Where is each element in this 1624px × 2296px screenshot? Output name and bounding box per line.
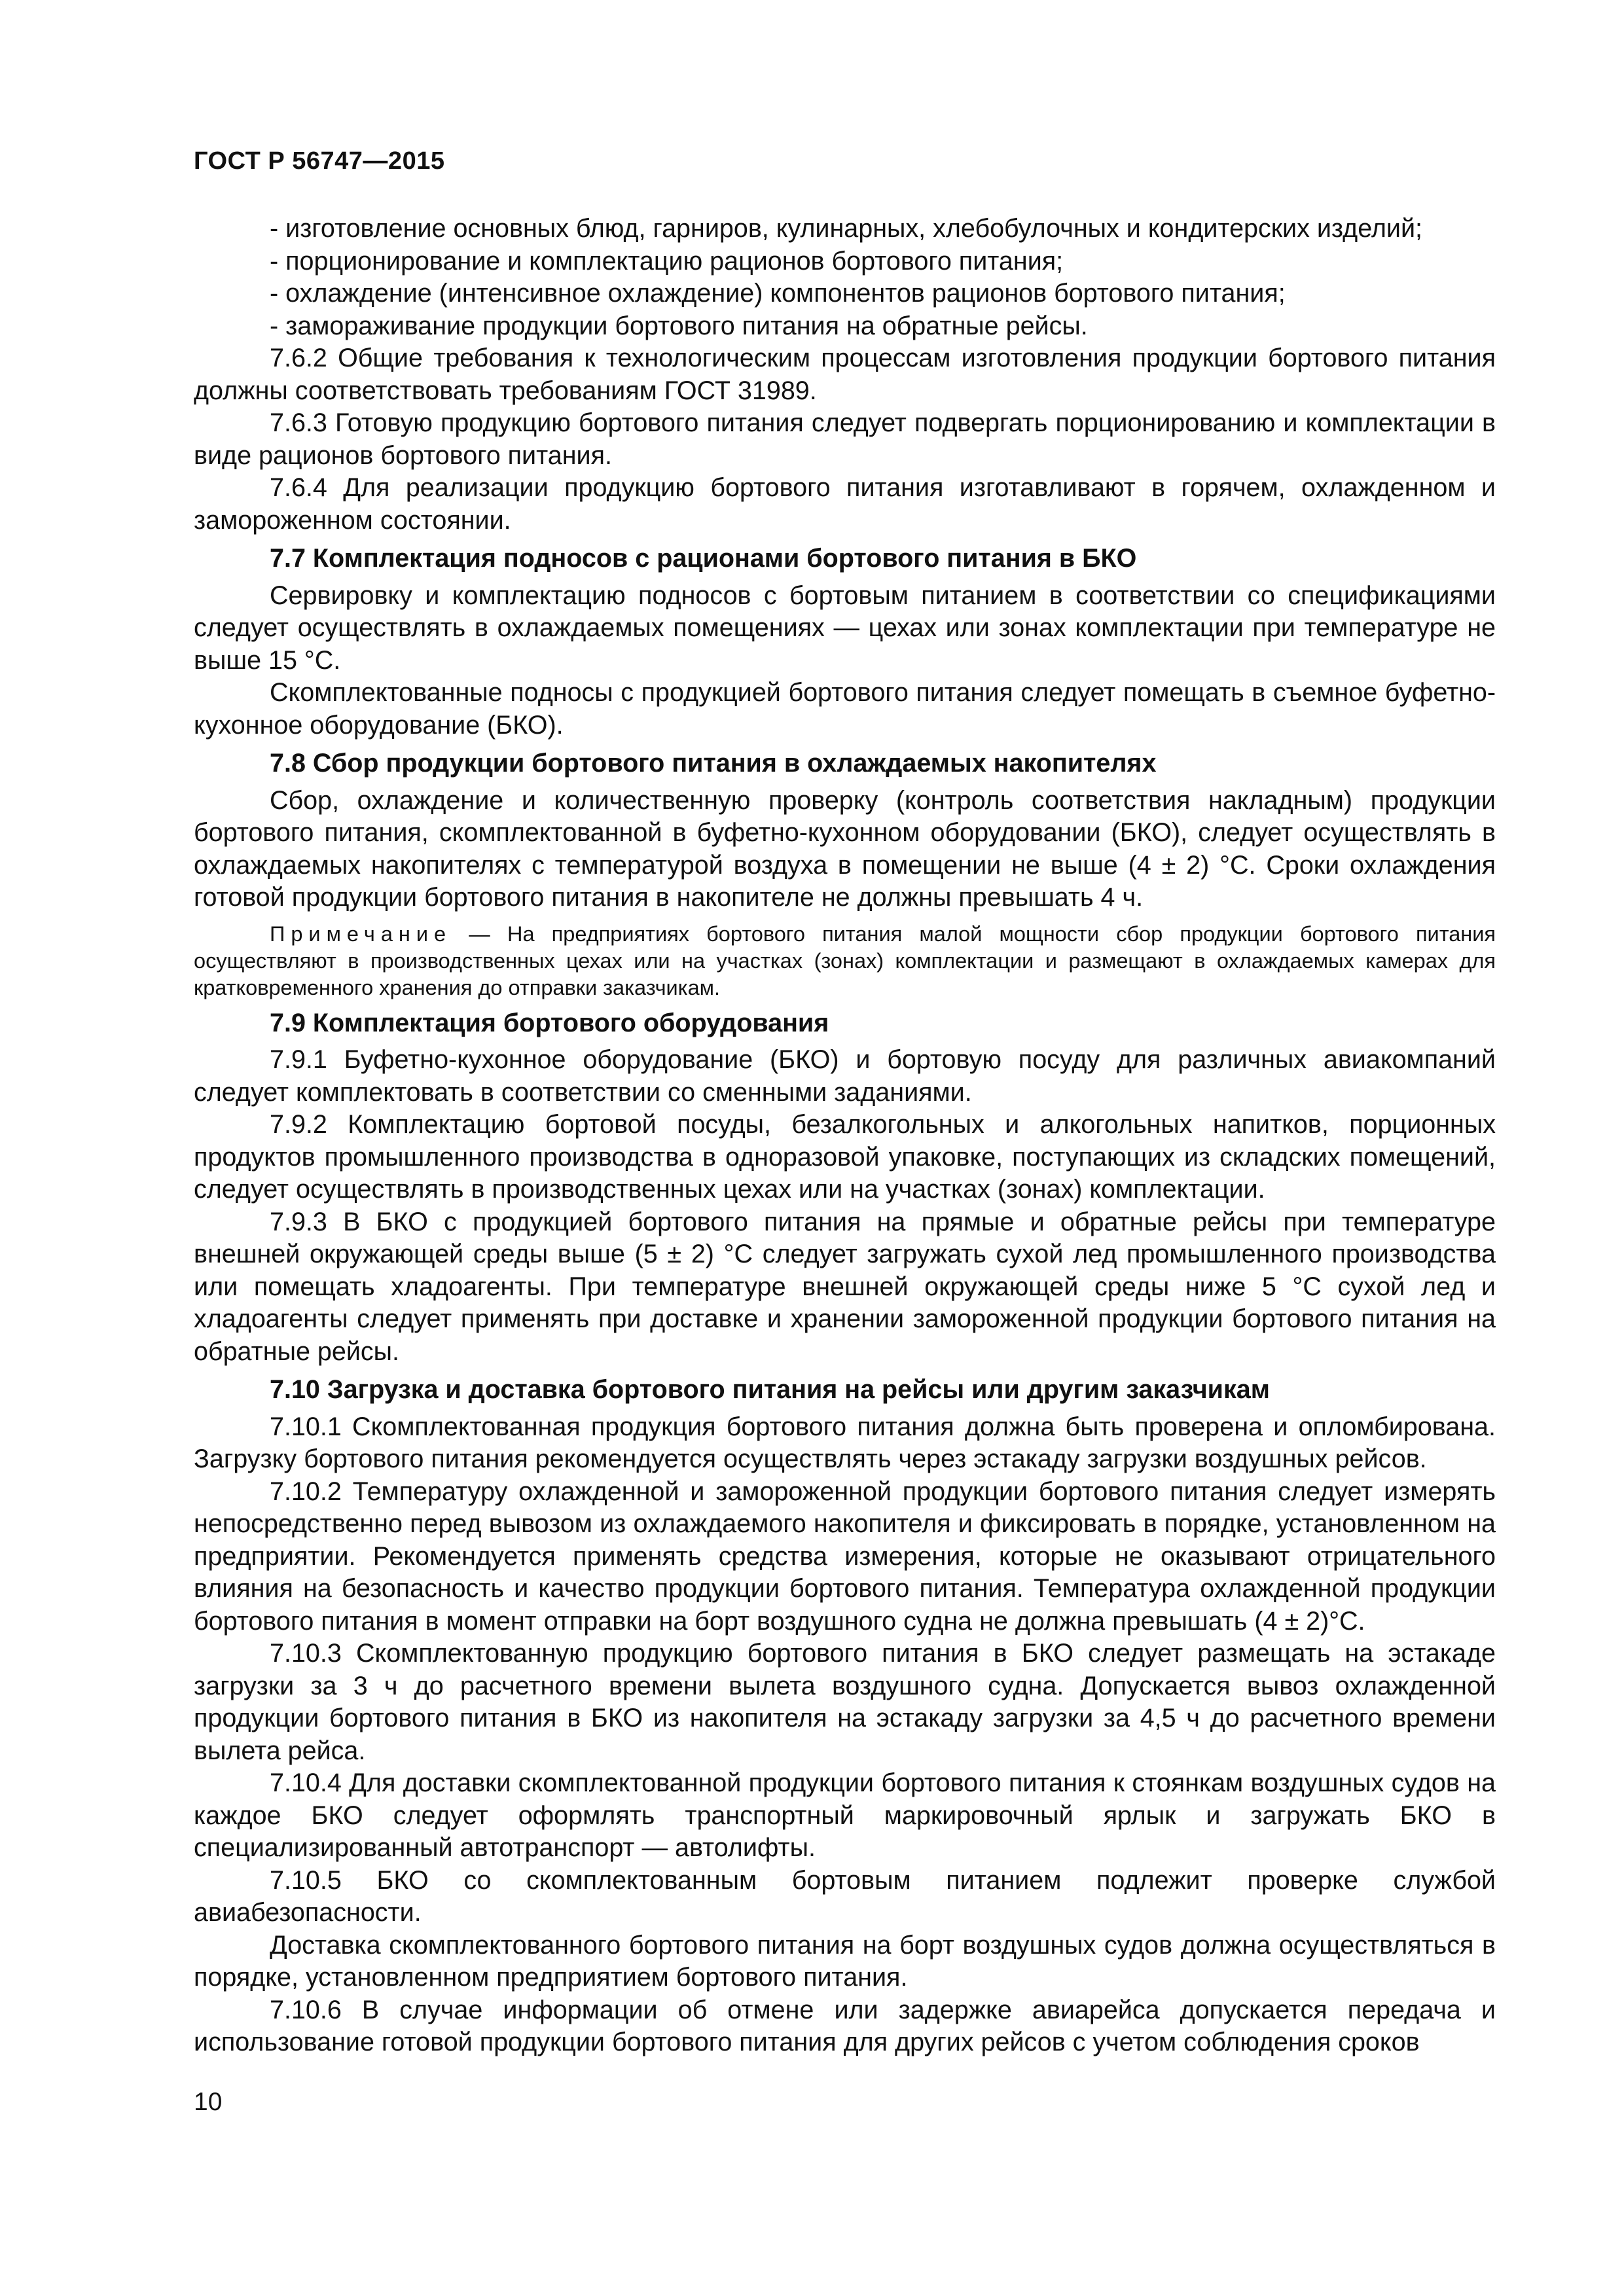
document-id-header: ГОСТ Р 56747—2015	[194, 147, 445, 175]
paragraph-7-10-4: 7.10.4 Для доставки скомплектованной продукции бортового питания к стоянкам воздушных судов на каждое БКО следует оформлять транспортный маркировочный ярлык и загружать БКО в специализированный автотранспорт — автолифты.	[194, 1768, 1496, 1862]
paragraph-7-6-3: 7.6.3 Готовую продукцию бортового питания следует подвергать порционированию и комплектации в виде рационов бортового питания.	[194, 408, 1496, 470]
paragraph-7-10-3: 7.10.3 Скомплектованную продукцию бортового питания в БКО следует размещать на эстакаде загрузки за 3 ч до расчетного времени вылета воздушного судна. Допускается вывоз охлажденной продукции бортового питания в БКО из накопителя на эстакаду загрузки за 4,5 ч до расчетного времени вылета рейса.	[194, 1639, 1496, 1765]
section-heading-7-7: 7.7 Комплектация подносов с рационами бортового питания в БКО	[270, 544, 1137, 573]
note-label: Примечание	[270, 922, 452, 946]
paragraph-7-6-2: 7.6.2 Общие требования к технологическим процессам изготовления продукции бортового питания должны соответствовать требованиям ГОСТ 31989.	[194, 344, 1496, 405]
list-item: - порционирование и комплектацию рационов бортового питания;	[270, 246, 1064, 276]
list-item: - замораживание продукции бортового питания на обратные рейсы.	[270, 311, 1088, 340]
document-body	[194, 213, 1496, 2059]
list-item: - изготовление основных блюд, гарниров, кулинарных, хлебобулочных и кондитерских изделий;	[270, 214, 1423, 243]
paragraph-7-9-1: 7.9.1 Буфетно-кухонное оборудование (БКО) и бортовую посуду для различных авиакомпаний следует комплектовать в соответствии со сменными заданиями.	[194, 1045, 1496, 1107]
section-heading-7-8: 7.8 Сбор продукции бортового питания в охлаждаемых накопителях	[270, 749, 1157, 778]
page-number: 10	[194, 2088, 223, 2116]
paragraph-7-9-2: 7.9.2 Комплектацию бортовой посуды, безалкогольных и алкогольных напитков, порционных продуктов промышленного производства в одноразовой упаковке, поступающих из складских помещений, следует осуществлять в производственных цехах или на участках (зонах) комплектации.	[194, 1110, 1496, 1204]
section-heading-7-9: 7.9 Комплектация бортового оборудования	[270, 1008, 829, 1037]
paragraph: Сервировку и комплектацию подносов с бортовым питанием в соответствии со спецификациями следует осуществлять в охлаждаемых помещениях — цехах или зонах комплектации при температуре не выше 15 °С.	[194, 581, 1496, 675]
list-item: - охлаждение (интенсивное охлаждение) компонентов рационов бортового питания;	[270, 279, 1286, 308]
paragraph: Сбор, охлаждение и количественную проверку (контроль соответствия накладным) продукции бортового питания, скомплектованной в буфетно-кухонном оборудовании (БКО), следует осуществлять в охлаждаемых накопителях с температурой воздуха в помещении не выше (4 ± 2) °С. Сроки охлаждения готовой продукции бортового питания в накопителе не должны превышать 4 ч.	[194, 785, 1496, 912]
section-heading-7-10: 7.10 Загрузка и доставка бортового питания на рейсы или другим заказчикам	[270, 1375, 1270, 1404]
paragraph-7-10-5: 7.10.5 БКО со скомплектованным бортовым питанием подлежит проверке службой авиабезопасности.	[194, 1865, 1496, 1927]
note-text: — На предприятиях бортового питания малой мощности сбор продукции бортового питания осуществляют в производственных цехах или на участках (зонах) комплектации и размещают в охлаждаемых камерах для кратковременного хранения до отправки заказчикам.	[194, 922, 1496, 999]
paragraph: Доставка скомплектованного бортового питания на борт воздушных судов должна осуществляться в порядке, установленном предприятием бортового питания.	[194, 1930, 1496, 1992]
paragraph-7-6-4: 7.6.4 Для реализации продукцию бортового питания изготавливают в горячем, охлажденном и замороженном состоянии.	[194, 473, 1496, 535]
paragraph-7-10-1: 7.10.1 Скомплектованная продукция бортового питания должна быть проверена и опломбирована. Загрузку бортового питания рекомендуется осуществлять через эстакаду загрузки воздушных рейсов.	[194, 1412, 1496, 1473]
note	[194, 921, 1496, 1001]
paragraph-7-9-3: 7.9.3 В БКО с продукцией бортового питания на прямые и обратные рейсы при температуре внешней окружающей среды выше (5 ± 2) °С следует загружать сухой лед промышленного производства или помещать хладоагенты. При температуре внешней окружающей среды ниже 5 °С сухой лед и хладоагенты следует применять при доставке и хранении замороженной продукции бортового питания на обратные рейсы.	[194, 1207, 1496, 1366]
paragraph-7-10-2: 7.10.2 Температуру охлажденной и замороженной продукции бортового питания следует измерять непосредственно перед вывозом из охлаждаемого накопителя и фиксировать в порядке, установленном на предприятии. Рекомендуется применять средства измерения, которые не оказывают отрицательного влияния на безопасность и качество продукции бортового питания. Температура охлажденной продукции бортового питания в момент отправки на борт воздушного судна не должна превышать (4 ± 2)°С.	[194, 1477, 1496, 1636]
paragraph-7-10-6: 7.10.6 В случае информации об отмене или задержке авиарейса допускается передача и использование готовой продукции бортового питания для других рейсов с учетом соблюдения сроков	[194, 1995, 1496, 2056]
paragraph: Скомплектованные подносы с продукцией бортового питания следует помещать в съемное буфетно-кухонное оборудование (БКО).	[194, 678, 1496, 740]
